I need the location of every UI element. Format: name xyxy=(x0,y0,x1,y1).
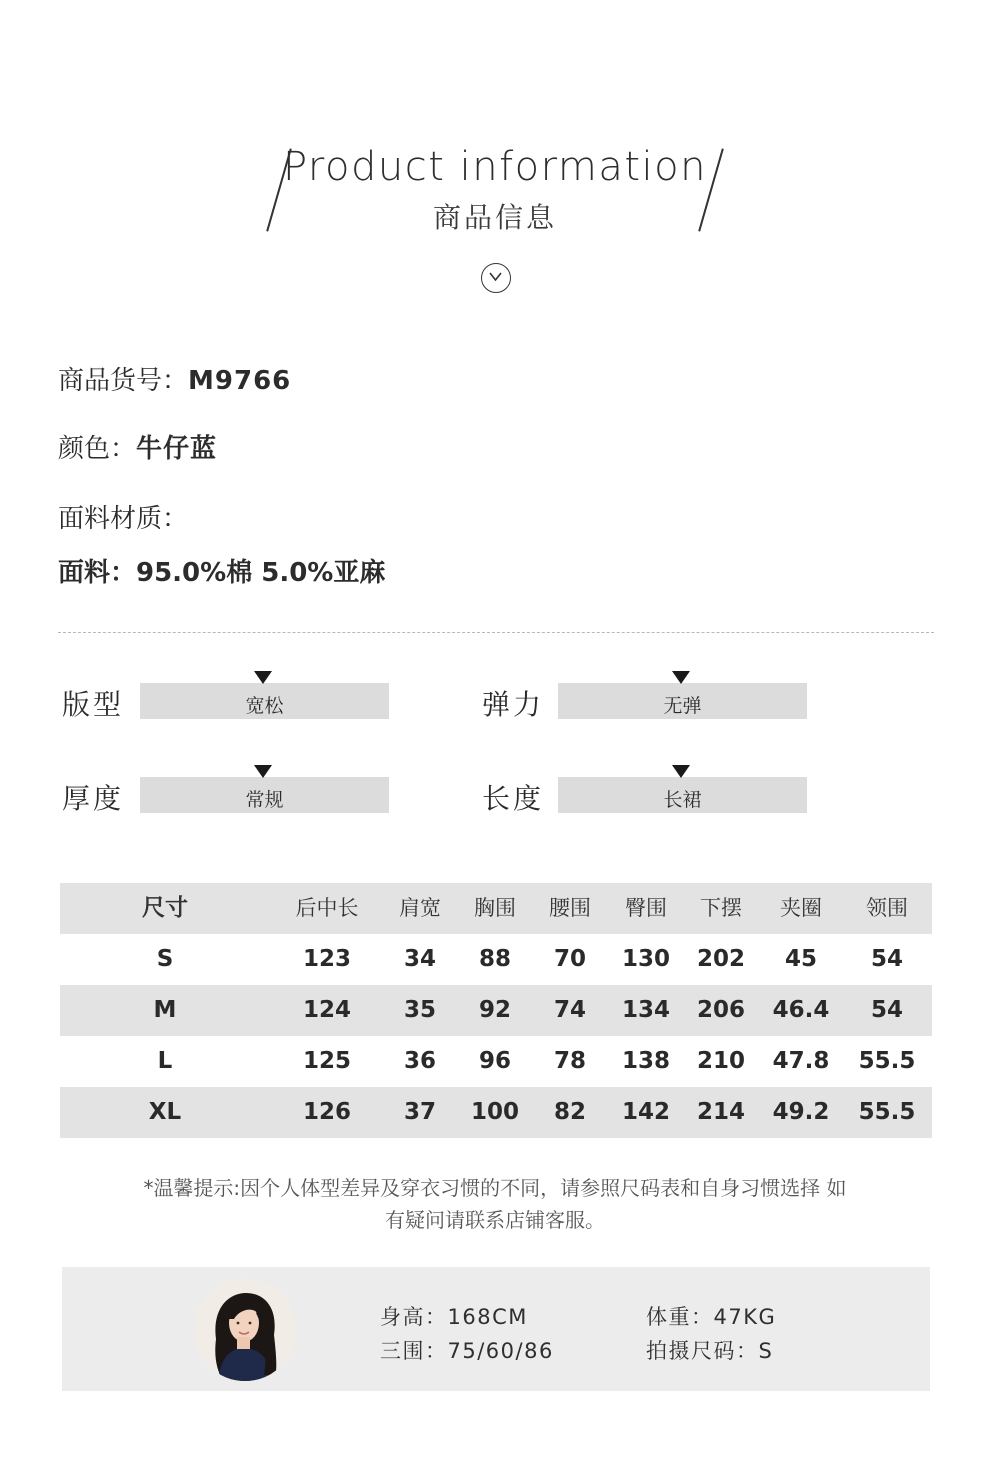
table-cell: 55.5 xyxy=(858,1048,916,1074)
model-height: 身高：168CM xyxy=(380,1305,528,1329)
sku-value: M9766 xyxy=(188,366,292,396)
table-cell: 54 xyxy=(870,997,903,1023)
sku-line xyxy=(58,360,291,397)
attr-value-fit: 宽松 xyxy=(245,695,284,717)
size-tip-line-2: 有疑问请联系店铺客服。 xyxy=(385,1208,605,1232)
dashed-divider xyxy=(58,632,934,633)
table-header-row xyxy=(60,883,932,934)
model-measurements: 三围：75/60/86 xyxy=(380,1339,554,1363)
table-cell: 126 xyxy=(302,1099,351,1125)
table-cell: 202 xyxy=(696,946,745,972)
table-cell: 214 xyxy=(696,1099,745,1125)
chevron-down-circle-icon xyxy=(481,263,511,293)
fabric-composition: 面料：95.0%棉 5.0%亚麻 xyxy=(58,558,386,588)
header-chest: 胸围 xyxy=(474,896,516,920)
material-label: 面料材质： xyxy=(58,504,189,534)
model-info-panel xyxy=(62,1267,930,1391)
attr-label-fit: 版型 xyxy=(62,688,125,721)
table-cell: 134 xyxy=(621,997,670,1023)
table-cell: 96 xyxy=(478,1048,511,1074)
sku-label: 商品货号： xyxy=(58,366,189,396)
attr-value-elasticity: 无弹 xyxy=(663,695,702,717)
model-size: 拍摄尺码：S xyxy=(646,1339,774,1363)
table-cell: 88 xyxy=(478,946,511,972)
table-row xyxy=(60,1036,932,1087)
table-cell: 74 xyxy=(553,997,586,1023)
table-cell: 49.2 xyxy=(772,1099,830,1125)
color-line xyxy=(58,428,217,465)
table-cell: S xyxy=(156,946,174,972)
table-cell: 125 xyxy=(302,1048,351,1074)
table-cell: L xyxy=(157,1048,173,1074)
attr-label-length: 长度 xyxy=(482,782,545,815)
header-size: 尺寸 xyxy=(142,895,188,921)
table-cell: 82 xyxy=(553,1099,586,1125)
table-cell: 54 xyxy=(870,946,903,972)
attr-value-length: 长裙 xyxy=(663,789,702,811)
table-cell: 100 xyxy=(470,1099,519,1125)
header-waist: 腰围 xyxy=(549,896,591,920)
pointer-icon xyxy=(254,671,272,684)
size-table xyxy=(60,883,932,1138)
title-english: Product information xyxy=(283,144,707,190)
color-value: 牛仔蓝 xyxy=(136,434,218,464)
attr-value-thickness: 常规 xyxy=(245,789,284,811)
pointer-icon xyxy=(672,671,690,684)
table-cell: 123 xyxy=(302,946,351,972)
title-chinese: 商品信息 xyxy=(432,201,557,234)
attr-bar-length xyxy=(558,777,807,813)
header-hem: 下摆 xyxy=(700,896,742,920)
table-cell: 70 xyxy=(553,946,586,972)
size-tip-line-1: *温馨提示:因个人体型差异及穿衣习惯的不同，请参照尺码表和自身习惯选择 如 xyxy=(143,1176,847,1200)
table-cell: 45 xyxy=(784,946,817,972)
table-row xyxy=(60,985,932,1036)
color-label: 颜色： xyxy=(58,434,137,464)
size-tip xyxy=(0,1172,990,1236)
table-cell: 35 xyxy=(403,997,436,1023)
model-avatar xyxy=(194,1279,296,1381)
table-cell: M xyxy=(153,997,177,1023)
table-cell: 124 xyxy=(302,997,351,1023)
header-back-length: 后中长 xyxy=(295,896,359,920)
table-cell: 55.5 xyxy=(858,1099,916,1125)
pointer-icon xyxy=(672,765,690,778)
model-weight: 体重：47KG xyxy=(646,1305,777,1329)
table-cell: 130 xyxy=(621,946,670,972)
table-cell: 210 xyxy=(696,1048,745,1074)
header-hip: 臀围 xyxy=(625,896,667,920)
table-cell: 206 xyxy=(696,997,745,1023)
table-cell: 78 xyxy=(553,1048,586,1074)
table-cell: 34 xyxy=(403,946,436,972)
pointer-icon xyxy=(254,765,272,778)
attr-label-elasticity: 弹力 xyxy=(482,688,545,721)
attr-bar-fit xyxy=(140,683,389,719)
header-neck: 领围 xyxy=(866,896,908,920)
attr-bar-thickness xyxy=(140,777,389,813)
attr-bar-elasticity xyxy=(558,683,807,719)
table-cell: 37 xyxy=(403,1099,436,1125)
table-cell: 142 xyxy=(621,1099,670,1125)
table-cell: 46.4 xyxy=(772,997,830,1023)
header-shoulder: 肩宽 xyxy=(399,896,441,920)
header-armhole: 夹圈 xyxy=(780,896,822,920)
table-cell: 138 xyxy=(621,1048,670,1074)
attr-label-thickness: 厚度 xyxy=(62,782,125,815)
table-row xyxy=(60,1087,932,1138)
table-row xyxy=(60,934,932,985)
table-cell: 36 xyxy=(403,1048,436,1074)
table-cell: 47.8 xyxy=(772,1048,830,1074)
table-cell: 92 xyxy=(478,997,511,1023)
table-cell: XL xyxy=(148,1099,182,1125)
